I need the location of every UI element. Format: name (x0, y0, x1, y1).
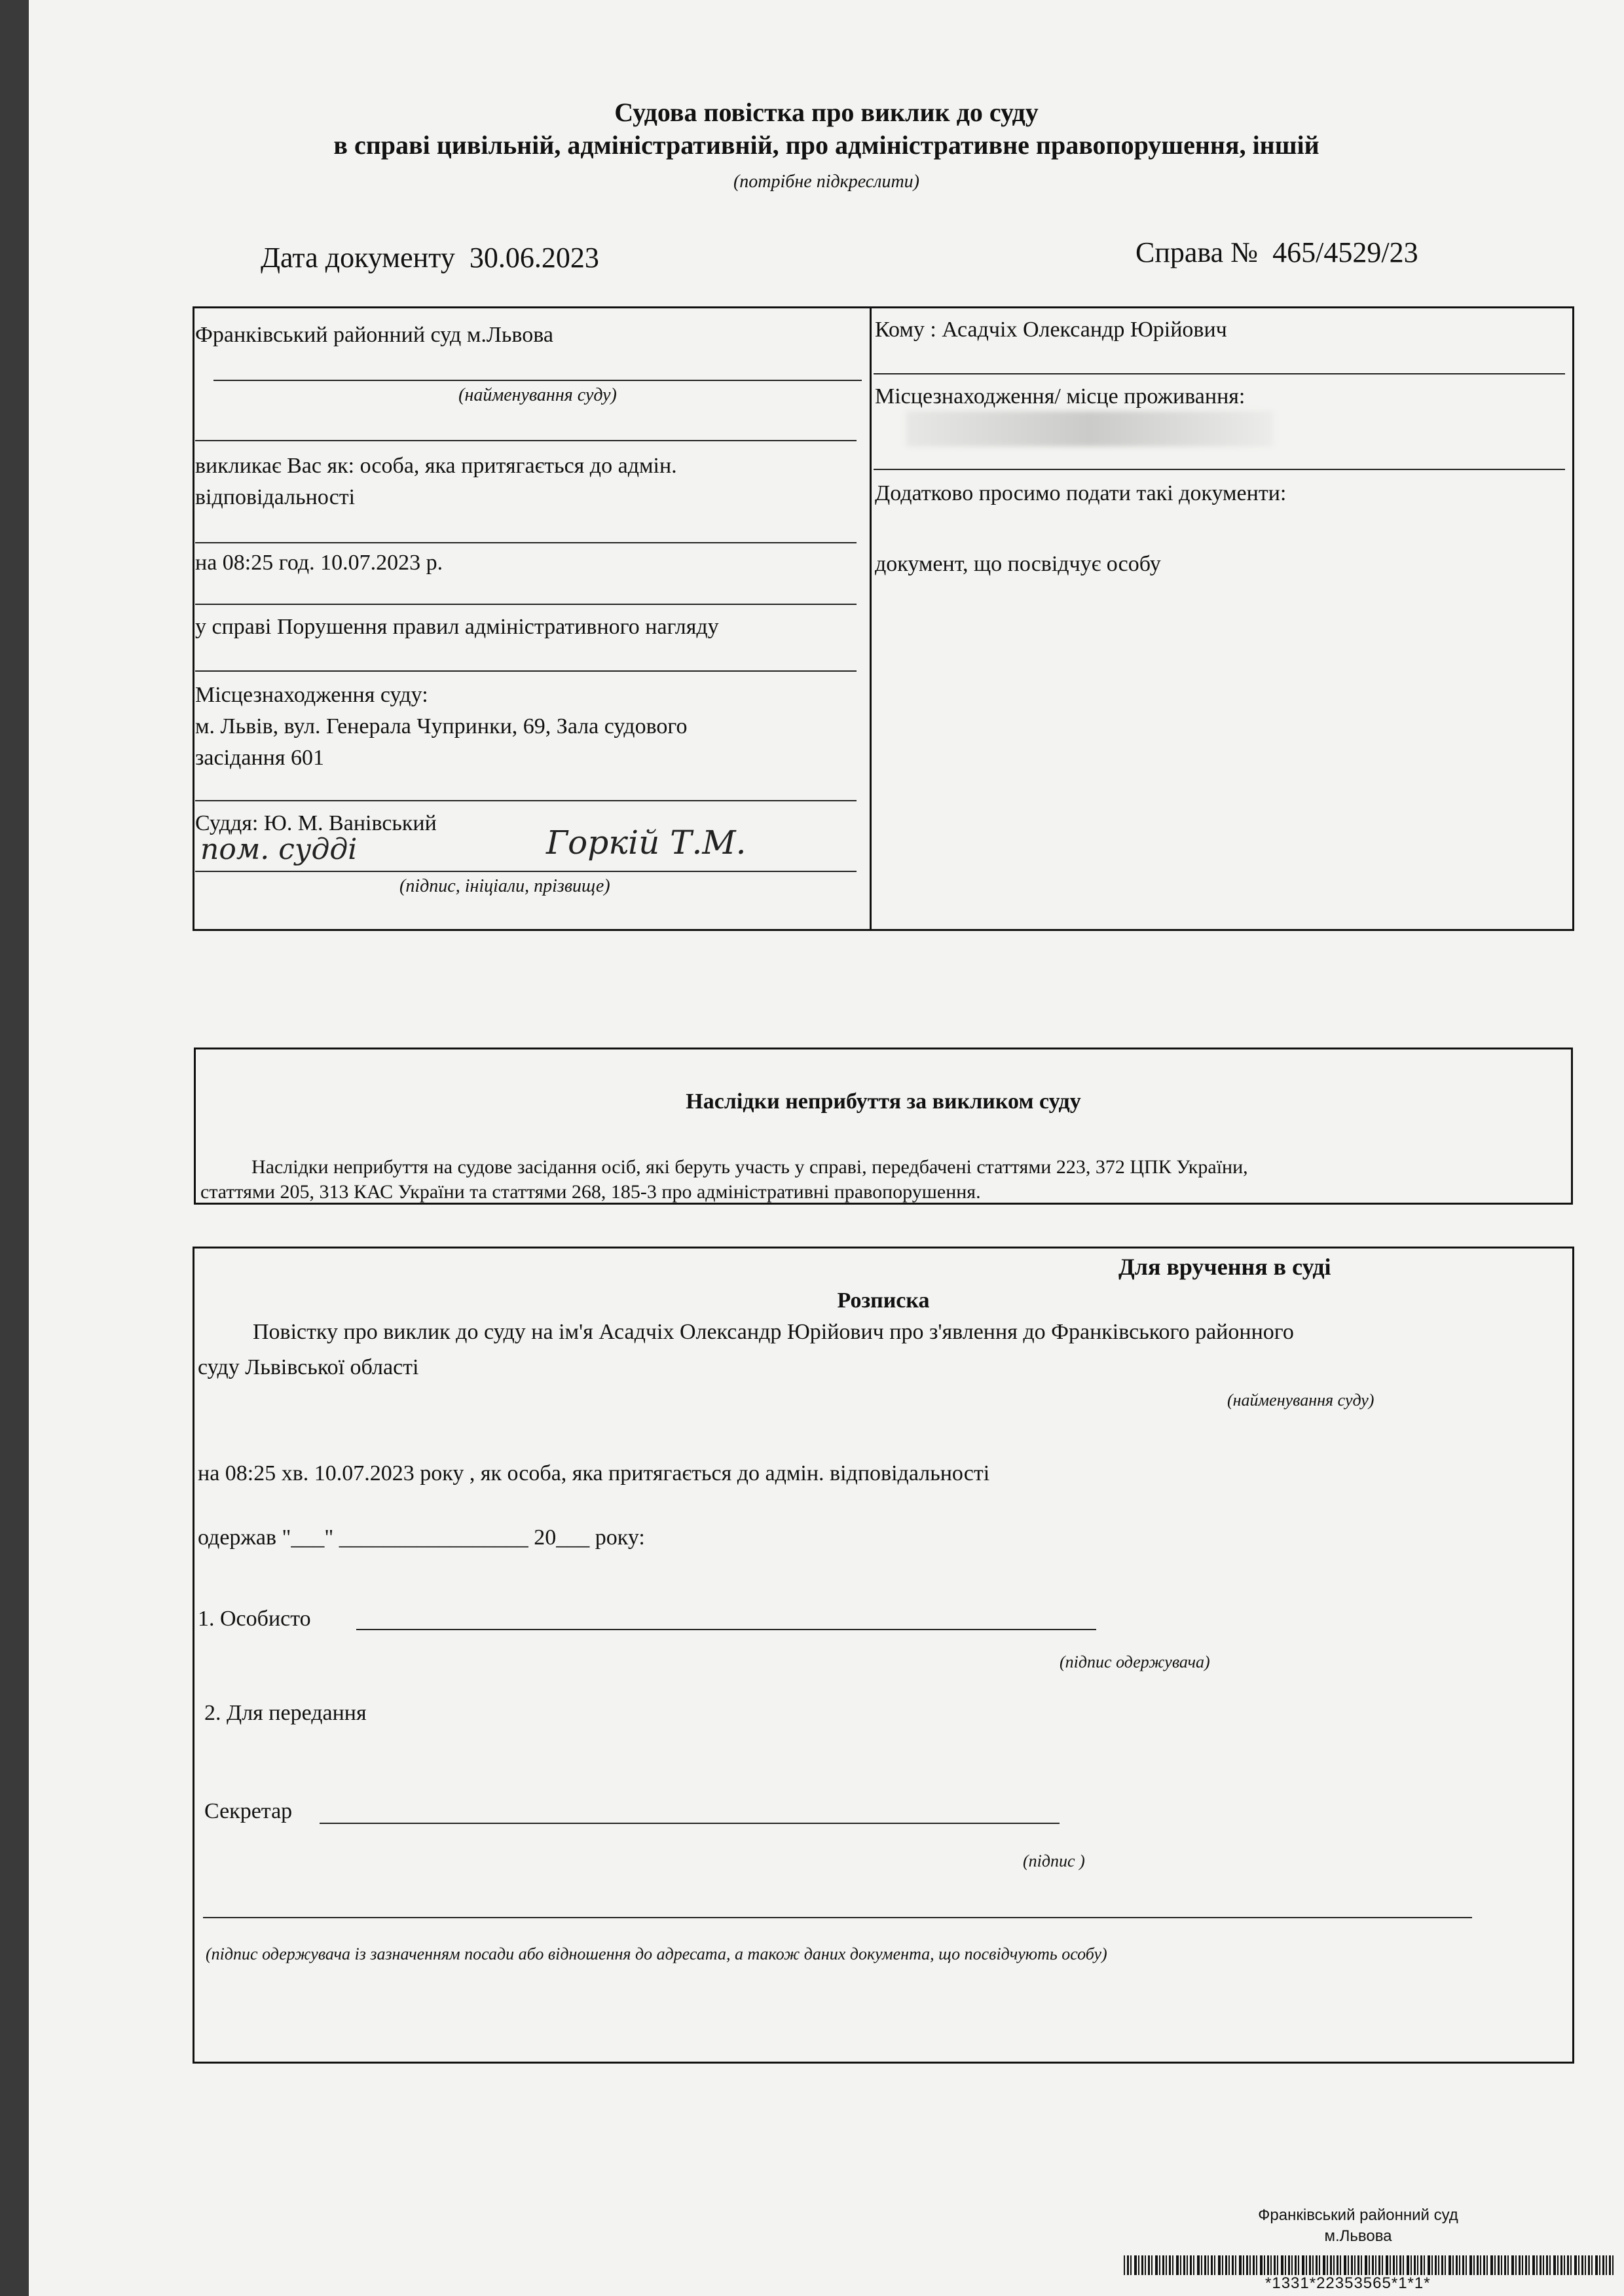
left-rule-4 (195, 670, 857, 672)
personal-label: 1. Особисто (198, 1607, 311, 1631)
judge-name: Суддя: Ю. М. Ванівський (195, 811, 437, 835)
consequences-heading: Наслідки неприбуття за викликом суду (686, 1089, 1081, 1114)
receipt-received-line: одержав "___" _________________ 20___ року: (198, 1525, 645, 1550)
residence-label: Місцезнаходження/ місце проживання: (875, 384, 1246, 409)
recipient-name: Кому : Асадчіх Олександр Юрійович (875, 318, 1227, 342)
signature-underline (195, 871, 857, 872)
barcode (1124, 2255, 1615, 2275)
court-name-hint: (найменування суду) (458, 385, 617, 405)
hearing-time: на 08:25 год. 10.07.2023 р. (195, 551, 443, 575)
summons-box-divider (870, 306, 872, 931)
secretary-signature-line[interactable] (320, 1823, 1060, 1824)
case-number (1135, 236, 1418, 269)
personal-signature-line[interactable] (356, 1629, 1096, 1630)
transfer-label: 2. Для передання (204, 1701, 367, 1725)
left-rule-3 (195, 604, 857, 605)
secretary-label: Секретар (204, 1799, 293, 1823)
right-rule-2 (874, 469, 1565, 470)
signature-hint: (підпис, ініціали, прізвище) (399, 876, 610, 896)
bottom-signature-hint: (підпис одержувача із зазначенням посади або відношення до адресата, а також даних документа, що посвідчують особу) (206, 1944, 1107, 1963)
bottom-signature-line[interactable] (203, 1917, 1472, 1918)
court-location-line2: засідання 601 (195, 746, 324, 770)
extra-docs-value: документ, що посвідчує особу (875, 552, 1161, 576)
consequences-text-2: статтями 205, 313 КАС України та статтями 268, 185-3 про адміністративні правопорушення. (200, 1181, 981, 1203)
summons-page (29, 0, 1624, 2296)
left-rule-1 (195, 440, 857, 441)
document-date (261, 241, 599, 274)
right-rule-1 (874, 373, 1565, 374)
extra-docs-label: Додатково просимо подати такі документи: (875, 481, 1287, 505)
receipt-line-2: суду Львівської області (198, 1355, 419, 1379)
document-date-label: Дата документу (261, 242, 455, 274)
title-hint: (потрібне підкреслити) (733, 172, 919, 192)
summons-role: викликає Вас як: особа, яка притягається до адмін. (195, 454, 677, 478)
court-name-underline (213, 380, 862, 381)
receipt-line-1: Повістку про виклик до суду на ім'я Асадчіх Олександр Юрійович про з'явлення до Франківського районного (253, 1320, 1294, 1344)
receipt-time-line: на 08:25 хв. 10.07.2023 року , як особа, яка притягається до адмін. відповідальності (198, 1461, 990, 1485)
left-rule-2 (195, 542, 857, 543)
recipient-signature-hint: (підпис одержувача) (1060, 1652, 1210, 1671)
court-name: Франківський районний суд м.Львова (195, 323, 553, 347)
redacted-address (906, 411, 1273, 446)
for-court-label: Для вручення в суді (1118, 1254, 1331, 1280)
case-number-value: 465/4529/23 (1272, 236, 1418, 268)
barcode-text: *1331*22353565*1*1* (1265, 2274, 1431, 2292)
document-date-value: 30.06.2023 (469, 242, 599, 274)
footer-court-line2: м.Львова (1324, 2227, 1392, 2245)
court-location-label: Місцезнаходження суду: (195, 683, 428, 707)
handwritten-signature: Горкій Т.М. (546, 824, 747, 862)
summons-role-cont: відповідальності (195, 485, 356, 509)
secretary-signature-hint: (підпис ) (1023, 1851, 1085, 1870)
handwritten-assistant: пом. судді (200, 833, 358, 866)
footer-court-line1: Франківський районний суд (1258, 2206, 1458, 2224)
receipt-court-hint: (найменування суду) (1227, 1391, 1375, 1410)
consequences-text-1: Наслідки неприбуття на судове засідання осіб, які беруть участь у справі, передбачені статтями 223, 372 ЦПК України, (251, 1156, 1248, 1178)
document-subtitle: в справі цивільній, адміністративній, про адміністративне правопорушення, іншій (333, 130, 1320, 160)
document-title: Судова повістка про виклик до суду (614, 98, 1039, 127)
case-number-label: Справа № (1135, 236, 1259, 268)
case-matter: у справі Порушення правил адміністративного нагляду (195, 615, 719, 639)
court-location-line1: м. Львів, вул. Генерала Чупринки, 69, Зала судового (195, 714, 688, 738)
receipt-heading: Розписка (837, 1288, 930, 1313)
left-rule-5 (195, 800, 857, 801)
